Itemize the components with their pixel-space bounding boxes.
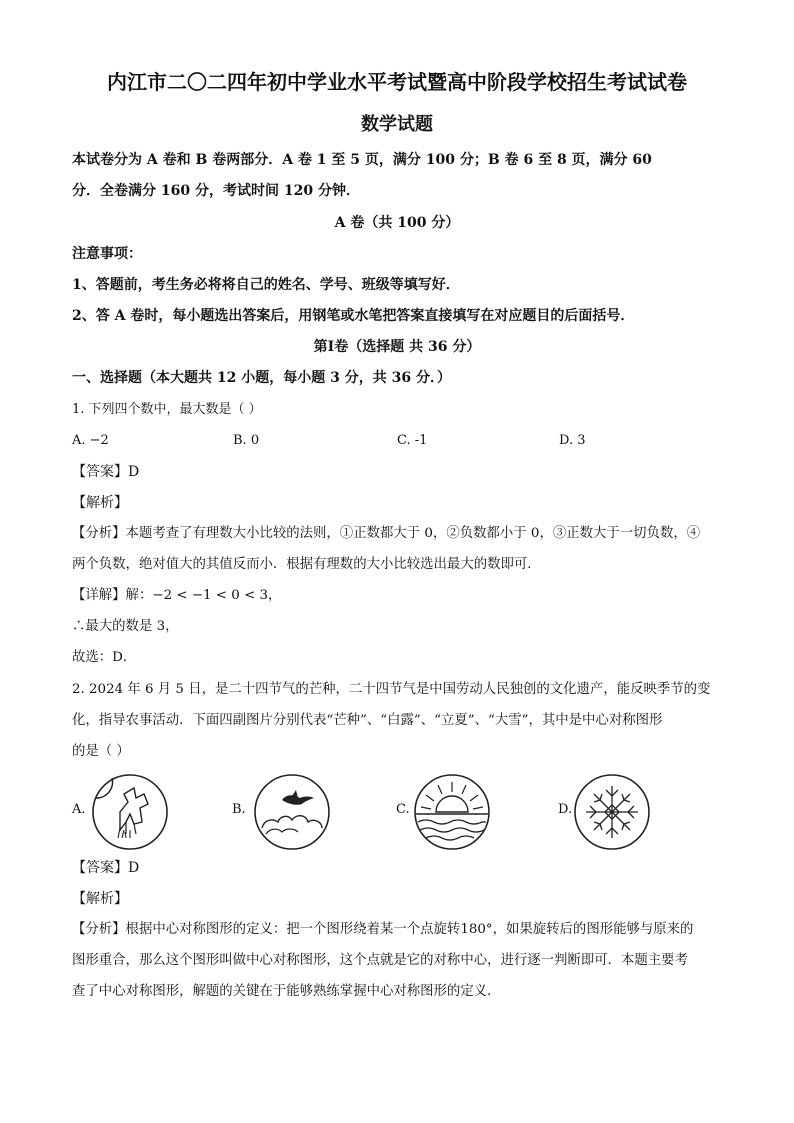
q1-conclusion: ∴最大的数是 3， [72,619,179,634]
q1-option-b: B. 0 [233,433,260,448]
q2-analysis-line-2: 图形重合，那么这个图形叫做中心对称图形，这个点就是它的对称中心，进行逐一判断即可．本题主要考 [72,953,688,968]
notice-item-1: 1、答题前，考生务必将将自己的姓名、学号、班级等填写好． [72,277,460,293]
q2-option-b-label: B. [232,802,246,817]
volume-heading: 第Ⅰ卷（选择题 共 36 分） [313,339,481,355]
q1-detail: 【详解】解：−2 < −1 < 0 < 3， [72,588,282,603]
q1-analysis-line-1: 【分析】本题考查了有理数大小比较的法则，①正数都大于 0，②负数都小于 0，③正数大于一切负数，④ [72,526,701,541]
q2-analysis-line-1: 【分析】根据中心对称图形的定义：把一个图形绕着某一个点旋转180°，如果旋转后的图形能够与原来的 [72,922,694,937]
q2-stem-line-1: 2. 2024 年 6 月 5 日，是二十四节气的芒种，二十四节气是中国劳动人民独创的文化遗产，能反映季节的变 [72,682,711,697]
q1-option-c: C. -1 [397,433,428,448]
q1-choice: 故选：D． [72,650,137,665]
q2-stem-line-2: 化，指导农事活动．下面四副图片分别代表“芒种”、“白露”、“立夏”、“大雪”，其中是中心对称图形 [72,713,663,728]
q2-figure-a-grain-icon [90,772,170,852]
q1-answer: 【答案】D [72,464,140,480]
q2-stem-line-3: 的是（ ） [72,744,130,759]
q1-option-d: D. 3 [559,433,586,448]
q1-stem: 1. 下列四个数中，最大数是（ ） [72,402,262,417]
q2-figure-c-sun-icon [412,772,492,852]
exam-title: 内江市二〇二四年初中学业水平考试暨高中阶段学校招生考试试卷 [107,70,687,94]
notice-title: 注意事项： [72,246,142,262]
q2-option-a-label: A. [72,802,86,817]
subject-title: 数学试题 [361,114,433,135]
intro-line-1: 本试卷分为 A 卷和 B 卷两部分．A 卷 1 至 5 页，满分 100 分；B 卷 6 至 8 页，满分 60 [72,152,652,168]
q2-analysis-label: 【解析】 [72,891,128,907]
q2-figure-b-goose-icon [252,772,332,852]
q2-option-d-label: D. [558,802,573,817]
q1-analysis-label: 【解析】 [72,495,128,511]
q2-option-c-label: C. [396,802,410,817]
q1-option-a: A. −2 [72,433,109,448]
part-a-heading: A 卷（共 100 分） [334,215,460,231]
q2-answer: 【答案】D [72,860,140,876]
q1-analysis-line-2: 两个负数，绝对值大的其值反而小．根据有理数的大小比较选出最大的数即可． [72,557,541,572]
notice-item-2: 2、答 A 卷时，每小题选出答案后，用钢笔或水笔把答案直接填写在对应题目的后面括号． [72,308,635,324]
q2-figure-d-snowflake-icon [572,772,652,852]
section-heading: 一、选择题（本大题共 12 小题，每小题 3 分，共 36 分．） [72,370,451,386]
q2-analysis-line-3: 查了中心对称图形，解题的关键在于能够熟练掌握中心对称图形的定义． [72,984,501,999]
intro-line-2: 分．全卷满分 160 分，考试时间 120 分钟． [72,183,360,199]
